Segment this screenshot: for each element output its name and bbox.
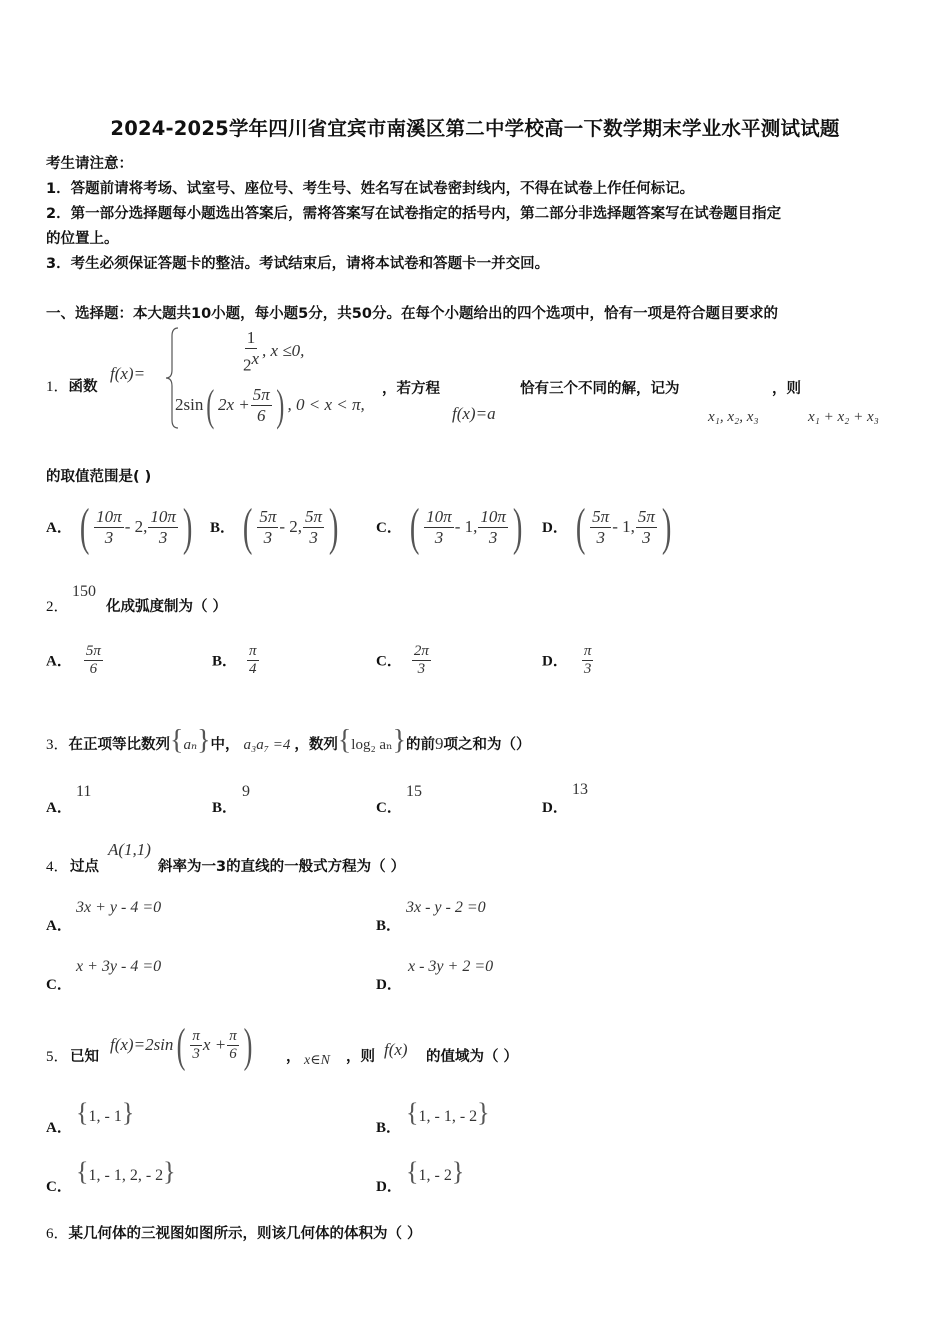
q4-option-d-value: x - 3y + 2 =0 bbox=[408, 958, 494, 975]
q1-a-frac2 bbox=[148, 507, 178, 547]
q1-text-2: 恰有三个不同的解，记为 bbox=[520, 381, 680, 397]
q1-option-a[interactable] bbox=[46, 498, 196, 557]
q5-option-a-value: 1, - 1 bbox=[88, 1108, 122, 1125]
q1-option-b-label: B． bbox=[210, 520, 236, 536]
q1-case2-fnum: 5π bbox=[252, 385, 270, 405]
q2-text: 化成弧度制为（ ） bbox=[106, 599, 228, 615]
q6-text: 某几何体的三视图如图所示，则该几何体的体积为（ ） bbox=[68, 1226, 422, 1242]
q3-option-d-value: 13 bbox=[572, 781, 588, 798]
q3-option-b-value: 9 bbox=[242, 783, 250, 800]
q3-text-4: 的前 bbox=[406, 737, 436, 753]
q2-d-frac bbox=[582, 643, 594, 679]
q5-b-rbrace: } bbox=[477, 1098, 490, 1127]
q3-text-3: ，数列 bbox=[294, 737, 338, 753]
q5-c-rbrace: } bbox=[163, 1157, 176, 1186]
q3-condition: a₃a₇ =4 bbox=[243, 737, 291, 753]
notice-item-2-cont: 的位置上。 bbox=[46, 231, 119, 247]
q1-equation: f(x)=a bbox=[452, 404, 496, 423]
section-heading: 一、选择题：本大题共10小题，每小题5分，共50分。在每个小题给出的四个选项中，恰有一项是符合题目要求的 bbox=[46, 306, 778, 322]
q1-prefix: 函数 bbox=[68, 379, 98, 395]
q3-option-d-label[interactable]: D． bbox=[542, 800, 568, 816]
q5-frac1 bbox=[190, 1028, 202, 1064]
q1-b-num2: 5π bbox=[305, 507, 323, 527]
q1-case1-num: 1 bbox=[246, 328, 256, 347]
notice-heading: 考生请注意： bbox=[46, 156, 133, 172]
q1-a-den2: 3 bbox=[158, 528, 168, 547]
q1-option-c-label: C． bbox=[376, 520, 402, 536]
question-1 bbox=[46, 375, 98, 396]
q5-num2: π bbox=[227, 1028, 239, 1046]
q4-option-a-value: 3x + y - 4 =0 bbox=[76, 899, 162, 916]
q1-b-den1: 3 bbox=[263, 528, 273, 547]
q1-number: 1． bbox=[46, 379, 69, 395]
q5-number: 5． bbox=[46, 1049, 69, 1065]
q1-case1-cond: , x ≤0, bbox=[262, 340, 305, 360]
q5-option-a bbox=[76, 1098, 134, 1128]
q5-lparen: ( bbox=[177, 1019, 186, 1072]
q3-log-sequence: log₂ aₙ bbox=[351, 737, 393, 753]
q2-option-a[interactable] bbox=[46, 643, 104, 679]
q1-sum: x₁ + x₂ + x₃ bbox=[808, 409, 879, 425]
q2-number: 2． bbox=[46, 599, 69, 615]
q5-text-1: 已知 bbox=[70, 1049, 99, 1065]
q1-case-2 bbox=[175, 380, 365, 431]
q1-b-num1: 5π bbox=[259, 507, 277, 527]
q1-case1-den: 2 bbox=[243, 355, 252, 375]
q4-option-d-label[interactable]: D． bbox=[376, 977, 402, 993]
q1-case2-lparen: ( bbox=[206, 381, 215, 430]
q5-option-d-label[interactable]: D． bbox=[376, 1179, 402, 1195]
q3-n: 9 bbox=[435, 734, 444, 753]
notice-item-3: 3．考生必须保证答题卡的整洁。考试结束后，请将本试卷和答题卡一并交回。 bbox=[46, 256, 550, 272]
q2-option-d-label: D． bbox=[542, 653, 568, 670]
question-3 bbox=[46, 725, 531, 757]
q5-function-ref: f(x) bbox=[384, 1040, 408, 1059]
q1-case2-arg: 2x + bbox=[218, 395, 250, 414]
q3-seq-lbrace: { bbox=[170, 725, 184, 756]
q1-b-mid: - 2, bbox=[279, 517, 303, 536]
q1-case1-fraction bbox=[241, 328, 261, 375]
q5-text-2: ，则 bbox=[346, 1049, 375, 1065]
question-6 bbox=[46, 1222, 422, 1243]
q1-c-frac1 bbox=[424, 507, 454, 547]
q4-point: A(1,1) bbox=[108, 840, 151, 859]
q1-option-a-label: A． bbox=[46, 520, 72, 536]
q2-a-den: 6 bbox=[89, 661, 98, 678]
q4-option-c-value: x + 3y - 4 =0 bbox=[76, 958, 162, 975]
q5-option-b-label[interactable]: B． bbox=[376, 1120, 402, 1136]
q2-c-frac bbox=[412, 643, 431, 679]
q4-option-b-label[interactable]: B． bbox=[376, 918, 402, 934]
q3-option-a-value: 11 bbox=[76, 783, 92, 800]
q2-degree: 150 bbox=[72, 583, 96, 600]
q2-option-b-label: B． bbox=[212, 653, 238, 670]
q5-c-lbrace: { bbox=[76, 1157, 89, 1186]
q1-d-den1: 3 bbox=[596, 528, 605, 547]
q2-c-num: 2π bbox=[412, 643, 431, 661]
q1-d-num1: 5π bbox=[592, 507, 610, 527]
q4-option-b-value: 3x - y - 2 =0 bbox=[406, 899, 486, 916]
q5-function-def: f(x)=2sin bbox=[110, 1035, 174, 1054]
q1-b-lparen: ( bbox=[242, 499, 253, 556]
q5-rparen: ) bbox=[243, 1019, 253, 1072]
q5-option-d-value: 1, - 2 bbox=[418, 1167, 452, 1184]
q3-option-c-value: 15 bbox=[406, 783, 422, 800]
q2-c-den: 3 bbox=[417, 661, 426, 678]
q1-b-den2: 3 bbox=[309, 528, 318, 547]
q2-option-c-label: C． bbox=[376, 653, 402, 670]
q4-option-c-label[interactable]: C． bbox=[46, 977, 72, 993]
q1-c-rparen: ) bbox=[512, 499, 523, 556]
q5-a-lbrace: { bbox=[76, 1098, 89, 1127]
q2-d-num: π bbox=[582, 643, 594, 661]
q1-a-mid: - 2, bbox=[124, 517, 148, 536]
q3-log-lbrace: { bbox=[337, 725, 352, 756]
q1-roots: x₁, x₂, x₃ bbox=[708, 409, 759, 425]
q2-option-d[interactable] bbox=[542, 643, 594, 679]
q5-a-rbrace: } bbox=[121, 1098, 135, 1127]
q5-d-rbrace: } bbox=[451, 1157, 465, 1186]
q5-option-c-label[interactable]: C． bbox=[46, 1179, 72, 1195]
q1-option-b[interactable] bbox=[210, 498, 342, 557]
q1-c-num2: 10π bbox=[480, 507, 506, 527]
q1-c-mid: - 1, bbox=[454, 517, 478, 536]
q3-option-c-label[interactable]: C． bbox=[376, 800, 402, 816]
q1-text-3: ，则 bbox=[772, 381, 801, 397]
q5-text-3: 的值域为（ ） bbox=[426, 1049, 519, 1065]
q3-text-2: 中， bbox=[210, 737, 240, 753]
q1-c-den1: 3 bbox=[434, 528, 444, 547]
q1-case1-exp: x bbox=[251, 348, 260, 368]
q1-a-rparen: ) bbox=[182, 499, 193, 556]
q1-c-frac2 bbox=[478, 507, 508, 547]
q1-d-num2: 5π bbox=[637, 507, 655, 527]
q1-a-lparen: ( bbox=[79, 499, 90, 556]
q5-comma: ， bbox=[286, 1049, 301, 1065]
q1-a-num2: 10π bbox=[150, 507, 176, 527]
q1-c-den2: 3 bbox=[488, 528, 498, 547]
q2-a-num: 5π bbox=[84, 643, 103, 661]
q1-d-lparen: ( bbox=[575, 499, 586, 556]
q1-case-1 bbox=[240, 328, 304, 375]
q1-option-d-label: D． bbox=[542, 520, 568, 536]
q1-c-lparen: ( bbox=[409, 499, 420, 556]
q1-d-den2: 3 bbox=[642, 528, 651, 547]
q2-b-num: π bbox=[247, 643, 259, 661]
q1-case2-cond: , 0 < x < π, bbox=[287, 395, 365, 414]
q3-option-a-label[interactable]: A． bbox=[46, 800, 72, 816]
q1-case2-rparen: ) bbox=[276, 381, 285, 430]
q3-option-b-label[interactable]: B． bbox=[212, 800, 238, 816]
notice-item-1: 1．答题前请将考场、试室号、座位号、考生号、姓名写在试卷密封线内，不得在试卷上作任何标记。 bbox=[46, 181, 695, 197]
notice-item-2: 2．第一部分选择题每小题选出答案后，需将答案写在试卷指定的括号内，第二部分非选择题答案写在试卷题目指定 bbox=[46, 206, 782, 222]
q1-option-d[interactable] bbox=[542, 498, 675, 557]
q2-b-den: 4 bbox=[249, 661, 257, 678]
q1-b-rparen: ) bbox=[328, 499, 339, 556]
q2-b-frac bbox=[247, 643, 259, 679]
q1-a-den1: 3 bbox=[104, 528, 114, 547]
q4-text-2: 斜率为一3的直线的一般式方程为（ ） bbox=[158, 859, 406, 875]
q5-d-lbrace: { bbox=[406, 1157, 419, 1186]
q1-d-frac2 bbox=[636, 507, 657, 547]
q3-number: 3． bbox=[46, 737, 69, 753]
q3-text-5: 项之和为（） bbox=[443, 737, 531, 753]
q5-function bbox=[110, 1018, 256, 1073]
q5-den2: 6 bbox=[229, 1046, 237, 1062]
q4-text-1: 过点 bbox=[70, 859, 99, 875]
q5-den1: 3 bbox=[192, 1046, 200, 1062]
q5-frac2 bbox=[227, 1028, 239, 1064]
q1-tail: 的取值范围是( ) bbox=[46, 469, 152, 485]
q2-option-c[interactable] bbox=[376, 643, 432, 679]
q5-option-b-value: 1, - 1, - 2 bbox=[418, 1108, 478, 1125]
q1-case2-sin: 2sin bbox=[175, 395, 204, 414]
q4-option-a-label[interactable]: A． bbox=[46, 918, 72, 934]
q4-number: 4． bbox=[46, 859, 69, 875]
q1-d-mid: - 1, bbox=[612, 517, 635, 536]
q5-b-lbrace: { bbox=[406, 1098, 419, 1127]
q2-option-b[interactable] bbox=[212, 643, 260, 679]
q5-option-c bbox=[76, 1157, 176, 1187]
q5-option-a-label[interactable]: A． bbox=[46, 1120, 72, 1136]
q1-case2-fden: 6 bbox=[257, 406, 266, 425]
q1-case2-fraction bbox=[251, 385, 272, 425]
q2-d-den: 3 bbox=[583, 661, 592, 678]
q5-num1: π bbox=[190, 1028, 202, 1046]
page-title: 2024-2025学年四川省宜宾市南溪区第二中学校高一下数学期末学业水平测试试题 bbox=[110, 117, 840, 140]
q3-log-rbrace: } bbox=[392, 725, 407, 756]
q5-option-b bbox=[406, 1098, 490, 1128]
q6-number: 6． bbox=[46, 1226, 69, 1242]
q1-text-1: ，若方程 bbox=[382, 381, 440, 397]
q1-a-num1: 10π bbox=[96, 507, 122, 527]
q1-b-frac2 bbox=[303, 507, 324, 547]
q2-option-a-label: A． bbox=[46, 653, 72, 670]
q2-a-frac bbox=[84, 643, 103, 679]
q5-option-c-value: 1, - 1, 2, - 2 bbox=[88, 1167, 164, 1184]
q5-mid: x + bbox=[202, 1035, 227, 1054]
q3-seq-rbrace: } bbox=[197, 725, 211, 756]
q3-sequence: aₙ bbox=[183, 737, 198, 753]
q1-function-name: f(x)= bbox=[110, 364, 146, 383]
q1-a-frac1 bbox=[94, 507, 124, 547]
q1-b-frac1 bbox=[257, 507, 278, 547]
q1-option-c[interactable] bbox=[376, 498, 526, 557]
q1-c-num1: 10π bbox=[426, 507, 452, 527]
q5-domain: x∈N bbox=[304, 1053, 330, 1068]
q1-d-rparen: ) bbox=[661, 499, 672, 556]
q1-d-frac1 bbox=[590, 507, 611, 547]
q3-text-1: 在正项等比数列 bbox=[68, 737, 171, 753]
q5-option-d bbox=[406, 1157, 464, 1187]
